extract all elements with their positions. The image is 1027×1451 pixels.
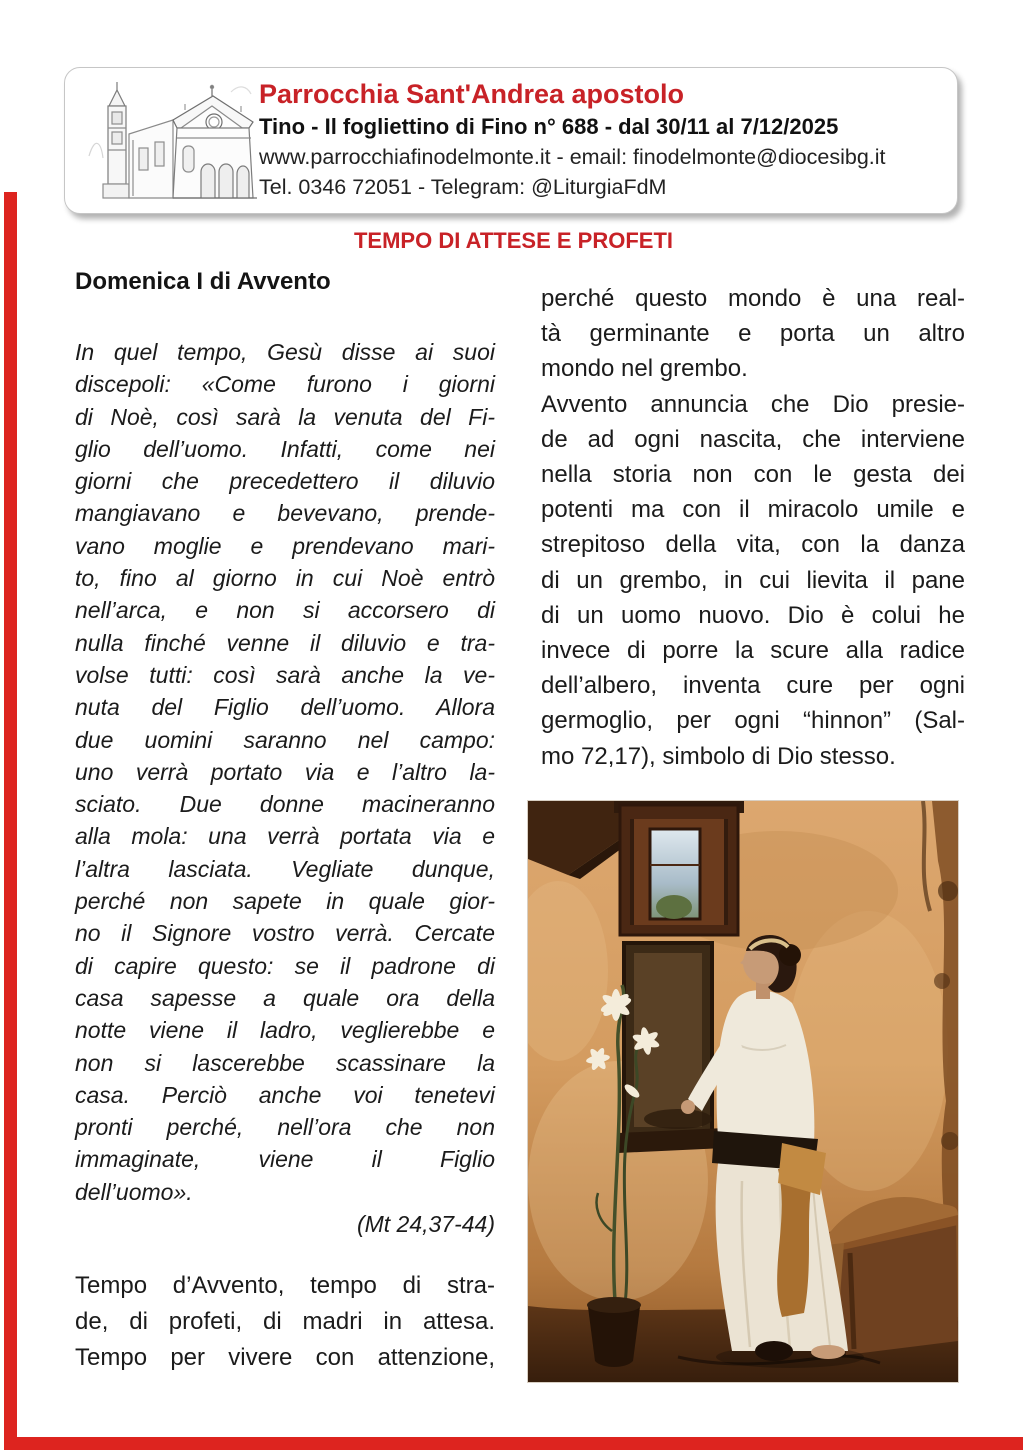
text-line: dell’albero, inventa cure per ogni [541,672,965,700]
text-line: tà germinante e porta un altro [541,320,965,348]
text-line: di un grembo, in cui lievita il pane [541,566,965,594]
text-line: perché questo mondo è una real- [541,285,965,312]
text-line: volse tutti: così sarà anche la ve- [75,661,495,688]
header-card [64,67,958,214]
section-title: TEMPO DI ATTESE E PROFETI [353,228,674,253]
text-line: Tempo d’Avvento, tempo di stra- [75,1272,495,1299]
text-line: pronti perché, nell’ora che non [75,1114,495,1141]
text-line: mo 72,17), simbolo di Dio stesso. [541,742,896,770]
parish-title: Parrocchia Sant'Andrea apostolo [259,79,685,109]
text-line: strepitoso della vita, con la danza [541,531,965,559]
text-line: Tempo per vivere con attenzione, [75,1344,495,1371]
text-line: potenti ma con il miracolo umile e [541,496,965,524]
text-line: due uomini saranno nel campo: [75,726,495,753]
text-line: mangiavano e bevevano, prende- [75,500,495,527]
text-line: casa sapesse a quale ora della [75,984,495,1011]
text-line: dell’uomo». [75,1178,193,1205]
text-line: no il Signore vostro verrà. Cercate [75,920,495,947]
text-line: In quel tempo, Gesù disse ai suoi [75,339,495,365]
text-line: nella storia non con le gesta dei [541,461,965,489]
tel-telegram-line: Tel. 0346 72051 - Telegram: @LiturgiaFdM [259,175,667,199]
text-line: de ad ogni nascita, che interviene [541,425,965,453]
header-text-block [259,77,949,202]
church-sketch-icon [81,76,259,204]
text-line: uno verrà portato via e l’altro la- [75,758,495,785]
bottom-red-border [4,1437,1023,1450]
text-line: di capire questo: se il padrone di [75,952,495,979]
text-line: de, di profeti, di madri in attesa. [75,1308,495,1335]
text-line: germoglio, per ogni “hinnon” (Sal- [541,707,965,735]
text-line: casa. Perciò anche voi tenetevi [75,1081,495,1108]
text-line: invece di porre la scure alla radice [541,637,965,665]
text-line: mondo nel grembo. [541,355,748,383]
text-line: l’altra lasciata. Vegliate dunque, [75,855,495,882]
woman-at-window-painting [527,800,959,1383]
text-line: nulla finché venne il diluvio e tra- [75,629,495,656]
text-line: notte viene il ladro, veglierebbe e [75,1017,495,1044]
text-line: nuta del Figlio dell’uomo. Allora [75,694,495,721]
closing-paragraph [75,1268,495,1376]
text-line: nell’arca, e non si accorsero di [75,597,495,624]
left-red-border [4,192,17,1446]
text-line: discepoli: «Come furono i giorni [75,371,495,398]
text-line: to, fino al giorno in cui Noè entrò [75,565,495,592]
text-line: di un uomo nuovo. Dio è colui he [541,601,965,629]
text-line: immaginate, viene il Figlio [75,1146,495,1173]
text-line: alla mola: una verrà portata via e [75,823,495,850]
text-line: vano moglie e prendevano mari- [75,532,495,559]
gospel-text [75,336,495,1240]
text-line: giorni che precedettero il diluvio [75,468,495,495]
text-line: (Mt 24,37-44) [356,1211,495,1238]
text-line: Avvento annuncia che Dio presie- [541,390,965,418]
left-column-heading: Domenica I di Avvento [75,268,331,295]
text-line: di Noè, così sarà la venuta del Fi- [75,403,495,430]
text-line: glio dell’uomo. Infatti, come nei [75,435,495,462]
right-column-text [541,281,965,774]
text-line: non si lascerebbe scassinare la [75,1049,495,1076]
text-line: perché non sapete in quale gior- [75,888,495,915]
issue-line: Tino - Il fogliettino di Fino n° 688 - dal 30/11 al 7/12/2025 [259,114,839,139]
text-line: sciato. Due donne macineranno [75,791,495,818]
web-email-line: www.parrocchiafinodelmonte.it - email: finodelmonte@diocesibg.it [259,145,886,169]
